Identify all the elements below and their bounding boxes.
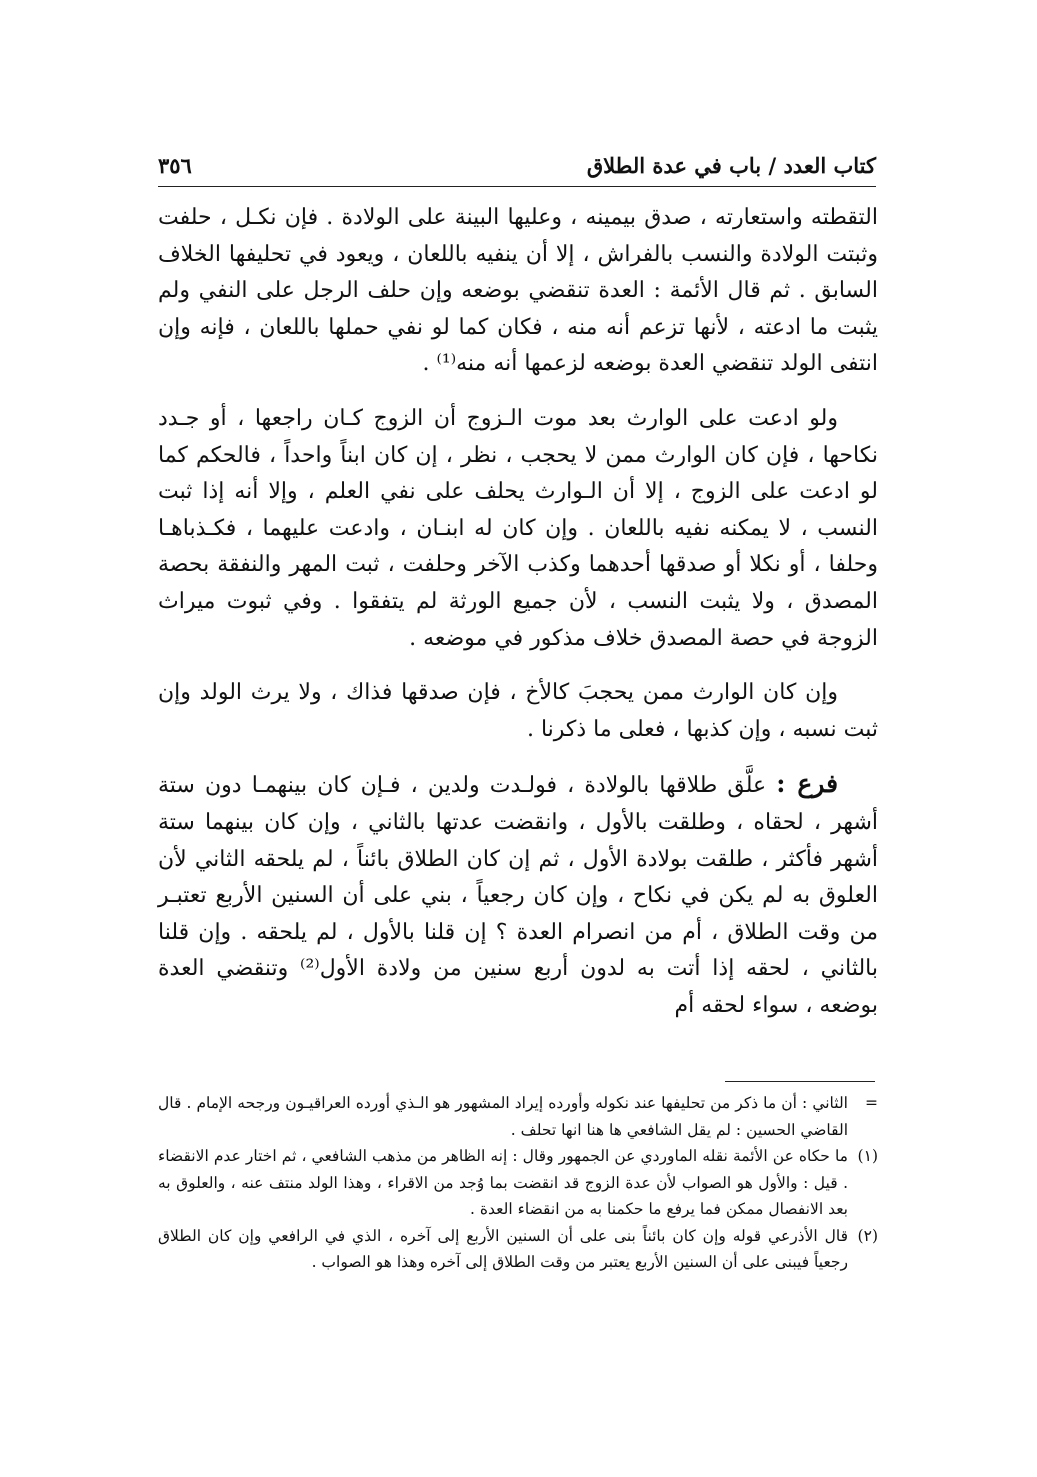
paragraph — [158, 766, 878, 1024]
paragraph: التقطته واستعارته ، صدق بيمينه ، وعليها البينة على الولادة . فإن نكـل ، حلفت وثبتت الولادة والنسب بالفراش ، إلا أن ينفيه باللعان ، ويعود في تحليفها الخلاف السابق . ثم قال الأئمة : العدة تنقضي بوضعه وإن حلف الرجل على النفي ولم يثبت ما ادعته ، لأنها تزعم أنه منه ، فكان كما لو نفي حملها باللعان ، فإنه وإن انتفى الولد تنقضي العدة بوضعه لزعمها أنه منه⁽¹⁾ . — [158, 205, 878, 377]
paragraph: وإن كان الوارث ممن يحجبَ كالأخ ، فإن صدقها فذاك ، ولا يرث الولد وإن ثبت نسبه ، وإن كذبها ، فعلى ما ذكرنا . — [158, 680, 878, 742]
footnote-mark: = — [865, 1094, 878, 1112]
footnote — [158, 1090, 878, 1143]
paragraph-text: علَّق طلاقها بالولادة ، فولـدت ولدين ، فـإن كان بينهمـا دون ستة أشهر ، لحقاه ، وطلقت بالأول ، وانقضت عدتها بالثاني ، وإن كان بينهما ستة أشهر فأكثر ، طلقت بولادة الأول ، ثم إن كان الطلاق بائناً ، لم يلحقه الثاني لأن العلوق به لم يكن في نكاح ، وإن كان رجعياً ، بني على أن السنين الأربع تعتبـر من وقت الطلاق ، أم من انصرام العدة ؟ إن قلنا بالأول ، لم يلحقه . وإن قلنا بالثاني ، لحقه إذا أتت به لدون أربع سنين من ولادة الأول⁽²⁾ وتنقضي العدة بوضعه ، سواء لحقه أم — [158, 773, 879, 1018]
footnote-mark: (٢) — [857, 1226, 878, 1245]
footnote-text: ما حكاه عن الأئمة نقله الماوردي عن الجمهور وقال : إنه الظاهر من مذهب الشافعي ، ثم اختار عدم الانقضاء . قيل : والأول هو الصواب لأن عدة الزوج قد انقضت بما وُجد من الاقراء ، وهذا الولد منتف عنه ، والعلوق به بعد الانفصال ممكن فما يرفع ما حكمنا به من انقضاء العدة . — [158, 1147, 848, 1218]
main-text — [158, 200, 878, 1024]
footnote — [158, 1143, 878, 1223]
page-number: ٣٥٦ — [158, 153, 192, 178]
footnote-divider — [725, 1081, 875, 1082]
running-title: كتاب العدد / باب في عدة الطلاق — [586, 153, 876, 178]
footnote-text: قال الأذرعي قوله وإن كان بائناً بنى على أن السنين الأربع إلى آخره ، الذي في الرافعي وإن كان الطلاق رجعياً فيبنى على أن السنين الأربع يعتبر من وقت الطلاق إلى آخره وهذا هو الصواب . — [158, 1226, 848, 1271]
footnotes — [158, 1090, 878, 1276]
footnote — [158, 1223, 878, 1276]
header-divider — [158, 186, 876, 187]
paragraph: ولو ادعت على الوارث بعد موت الـزوج أن الزوج كـان راجعها ، أو جـدد نكاحها ، فإن كان الوارث ممن لا يحجب ، نظر ، إن كان ابناً واحداً ، فالحكم كما لو ادعت على الزوج ، إلا أن الـوارث يحلف على نفي العلم ، وإلا أنه إذا ثبت النسب ، لا يمكنه نفيه باللعان . وإن كان له ابنـان ، وادعت عليهما ، فكـذباهـا وحلفا ، أو نكلا أو صدقها أحدهما وكذب الآخر وحلفت ، ثبت المهر والنفقة بحصة المصدق ، ولا يثبت النسب ، لأن جميع الورثة لم يتفقوا . وفي ثبوت ميراث الزوجة في حصة المصدق خلاف مذكور في موضعه . — [158, 405, 878, 651]
footnote-text: الثاني : أن ما ذكر من تحليفها عند نكوله وأورده إيراد المشهور هو الـذي أورده العراقيـون ورجحه الإمام . قال القاضي الحسين : لم يقل الشافعي ها هنا انها تحلف . — [158, 1094, 848, 1139]
footnote-mark: (١) — [857, 1147, 878, 1165]
section-lead: فرع : — [776, 769, 839, 799]
page-header — [158, 138, 876, 178]
